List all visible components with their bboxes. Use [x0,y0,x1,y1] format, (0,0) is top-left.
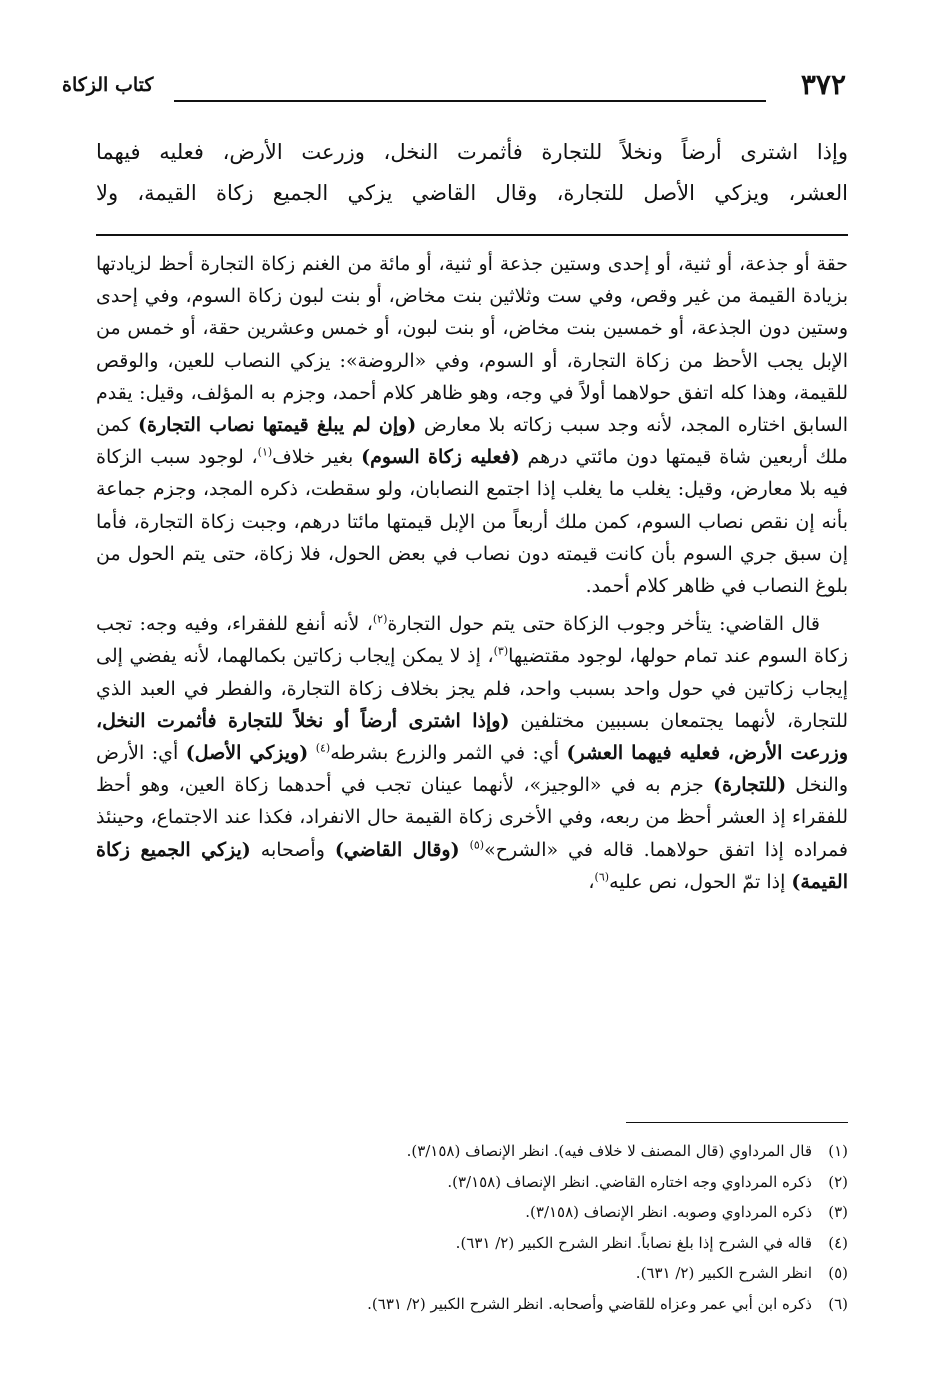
footnote-number: (٦) [828,1294,848,1313]
commentary-text: ، لوجود سبب الزكاة فيه بلا معارض، وقيل: يغلب ما يغلب إذا اجتمع النصابان، ولو سقطت، ذكره المجد، وجزم جماعة بأنه إن نقص نصاب السوم، كمن ملك أربعاً من الإبل قيمتها مائتا درهم، وجبت زكاة التجارة، فأما إن سبق جري السوم بأن كانت قيمته دون نصاب في بعض الحول، فلا زكاة، حتى يتم الحول من بلوغ النصاب في ظاهر كلام أحمد. [96,446,848,598]
commentary-text: كمن ملك أربعين شاة قيمتها دون مائتي درهم [96,414,848,469]
quoted-main-text: (وإن لم يبلغ قيمتها نصاب التجارة) [138,414,417,437]
footnote-text: ذكره المرداوي وجه اختاره القاضي. انظر الإنصاف (٣/١٥٨). [447,1172,812,1191]
footnote [96,1289,848,1320]
footnote-text: ذكره المرداوي وصوبه. انظر الإنصاف (٣/١٥٨). [525,1203,812,1222]
footnote-text: قال المرداوي (قال المصنف لا خلاف فيه). انظر الإنصاف (٣/١٥٨). [406,1142,812,1160]
footnote-ref: (٢) [372,612,388,626]
commentary-text: ، [588,870,595,893]
footnotes [96,1136,848,1320]
commentary-text: جزم به في «الوجيز»، لأنهما عينان تجب في أحدهما زكاة العين، وهو أحظ للفقراء إذ العشر أحظ من ربعه، وفي الأخرى زكاة القيمة حال الانفراد، فكذا عند الاجتماع، وحينئذ فمراده إذا اتفق حولاهما. قاله في «الشرح» [96,774,849,861]
commentary-paragraph [96,248,848,602]
footnote [96,1167,848,1198]
commentary-text: قال القاضي: يتأخر وجوب الزكاة حتى يتم حول التجارة [387,613,821,636]
book-title: كتاب الزكاة [62,74,154,96]
commentary-paragraph [96,608,848,898]
quoted-main-text: (وقال القاضي) [334,838,460,861]
quoted-main-text: (وإذا اشترى أرضاً أو نخلاً للتجارة فأثمرت النخل، وزرعت الأرض، فعليه فيهما العشر) [96,709,848,765]
commentary-text: ، إذ لا يمكن إيجاب زكاتين بكمالهما، لأنه يفضي إلى إيجاب زكاتين في حول واحد بسبب واحد، فلم يجز بخلاف زكاة التجارة، والفطر في العبد الذي للتجارة، لأنهما يجتمعان بسببين مختلفين [96,645,848,732]
quoted-main-text: (فعليه زكاة السوم) [361,446,520,469]
footnote-text: انظر الشرح الكبير (٢/ ٦٣١). [635,1264,812,1283]
main-text [96,132,848,214]
section-divider [96,234,848,236]
commentary-text: إذا تمّ الحول، نص عليه [609,870,792,893]
footnote [96,1136,848,1167]
commentary-text: حقة أو جذعة، أو ثنية، أو إحدى وستين جذعة أو ثنية، أو مائة من الغنم زكاة التجارة أحظ لزيادتها بزيادة القيمة من غير وقص، وفي ست وثلاثين بنت مخاض، أو بنت لبون زكاة السوم، وفي إحدى وستين دون الجذعة، أو خمسين بنت مخاض، أو بنت لبون، أو خمس وعشرين حقة، أو خمس من الإبل يجب الأحظ من زكاة التجارة، أو السوم، وفي «الروضة»: يزكي النصاب للعين، والوقص للقيمة، وهذا كله اتفق حولاهما أولاً في وجه، وهو ظاهر كلام أحمد، وجزم به المؤلف، وقيل: يقدم السابق اختاره المجد، لأنه وجد سبب زكاته بلا معارض [96,253,849,437]
footnote-separator [626,1122,848,1123]
footnote-number: (١) [828,1142,848,1160]
footnote-ref: (٥) [469,838,485,852]
commentary-text: أي: الأرض والنخل [96,742,848,797]
footnote [96,1258,848,1289]
header-rule [174,100,766,102]
commentary [96,248,848,898]
footnote-text: ذكره ابن أبي عمر وعزاه للقاضي وأصحابه. انظر الشرح الكبير (٢/ ٦٣١). [367,1294,812,1313]
quoted-main-text: (ويزكي الأصل) [185,742,309,765]
footnote-number: (٤) [828,1233,848,1252]
commentary-text: وأصحابه [250,838,335,861]
footnote-ref: (٣) [493,645,509,659]
page-number: ٣٧٢ [800,68,846,101]
footnote-ref: (٦) [594,870,610,884]
commentary-text: أي: في الثمر والزرع بشرطه [330,742,567,765]
footnote [96,1228,848,1259]
footnote-number: (٣) [828,1203,848,1222]
main-text-line: العشر، ويزكي الأصل للتجارة، وقال القاضي يزكي الجميع زكاة القيمة، ولا [96,181,848,205]
footnote-number: (٢) [828,1172,848,1191]
footnote-text: قاله في الشرح إذا بلغ نصاباً. انظر الشرح الكبير (٢/ ٦٣١). [455,1233,812,1252]
commentary-text: بغير خلاف [272,446,362,469]
quoted-main-text: (للتجارة) [713,774,787,797]
commentary-text [460,839,470,861]
commentary-text: ، لأنه أنفع للفقراء، وفيه وجه: تجب زكاة السوم عند تمام حولها، لوجود مقتضيها [96,613,848,668]
footnote-number: (٥) [828,1264,848,1283]
footnote [96,1197,848,1228]
quoted-main-text: (يزكي الجميع زكاة القيمة) [96,838,848,893]
footnote-ref: (٤) [315,741,331,755]
main-text-line: وإذا اشترى أرضاً ونخلاً للتجارة فأثمرت النخل، وزرعت الأرض، فعليه فيهما [96,140,848,164]
commentary-text [308,742,315,764]
running-header [62,68,846,114]
footnote-ref: (١) [257,445,273,459]
